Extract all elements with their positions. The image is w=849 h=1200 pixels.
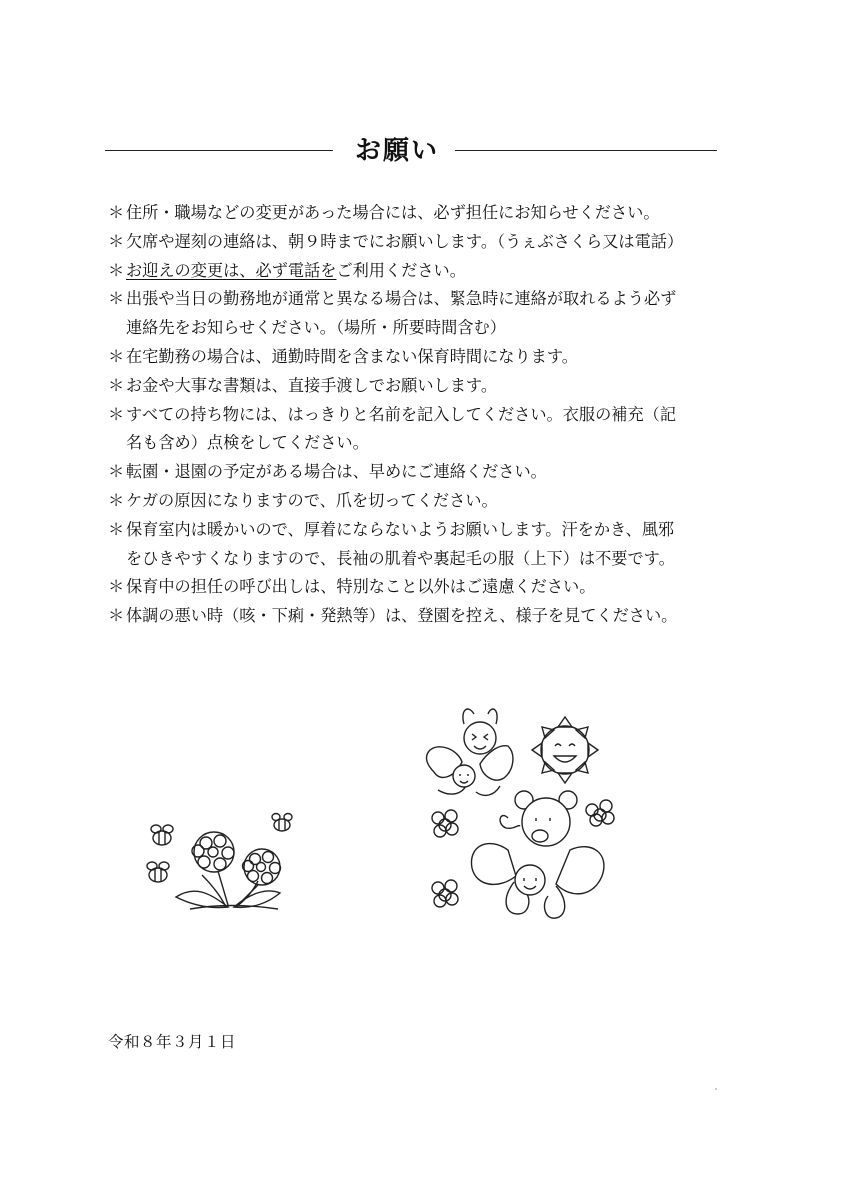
asterisk-icon: ＊ <box>108 375 125 395</box>
bear-icon <box>500 791 577 846</box>
animals-illustration <box>420 700 620 935</box>
bee-icon <box>147 862 169 882</box>
flower-icon <box>586 800 614 826</box>
sun-icon <box>532 717 598 783</box>
bee-icon <box>272 814 292 832</box>
asterisk-icon: ＊ <box>108 404 125 424</box>
item-text: 在宅勤務の場合は、通勤時間を含まない保育時間になります。 <box>126 346 578 366</box>
asterisk-icon: ＊ <box>108 203 125 222</box>
list-item <box>108 372 728 401</box>
item-text: 保育室内は暖かいので、厚着にならないようお願いします。汗をかき、風邪 <box>126 519 675 539</box>
flower-icon <box>432 810 458 837</box>
list-item <box>108 573 728 602</box>
scan-speck <box>715 1088 717 1090</box>
small-animal-icon <box>453 765 475 787</box>
bee-icon <box>151 825 173 845</box>
underlined-text: 必ず電話を <box>255 260 337 280</box>
list-item <box>108 343 728 372</box>
list-item <box>108 228 728 257</box>
asterisk-icon: ＊ <box>108 462 125 482</box>
asterisk-icon: ＊ <box>108 519 125 539</box>
asterisk-icon: ＊ <box>108 231 125 251</box>
item-text: 体調の悪い時（咳・下痢・発熱等）は、登園を控え、様子を見てください。 <box>126 606 678 626</box>
title-rule-right <box>455 150 717 151</box>
dandelion-flower-left-icon <box>192 832 234 872</box>
list-item <box>108 487 728 516</box>
item-continuation: をひきやすくなりますので、長袖の肌着や裏起毛の服（上下）は不要です。 <box>126 548 675 568</box>
item-continuation: 連絡先をお知らせください。（場所・所要時間含む） <box>126 318 506 338</box>
asterisk-icon: ＊ <box>108 577 125 597</box>
small-animal-icon <box>515 865 545 895</box>
dandelion-illustration <box>140 805 320 925</box>
item-text: 保育中の担任の呼び出しは、特別なこと以外はご遠慮ください。 <box>126 577 596 597</box>
item-text: 欠席や遅刻の連絡は、朝９時までにお願いします。（うぇぶさくら又は電話） <box>126 231 684 251</box>
asterisk-icon: ＊ <box>108 606 125 626</box>
item-text: 出張や当日の勤務地が通常と異なる場合は、緊急時に連絡が取れるよう必ず <box>126 289 677 309</box>
asterisk-icon: ＊ <box>108 346 125 366</box>
title-row <box>105 128 717 172</box>
item-text: ご利用ください。 <box>336 260 466 280</box>
dandelion-flower-right-icon <box>243 849 281 885</box>
list-item <box>108 602 728 631</box>
list-item <box>108 401 728 459</box>
issue-date: 令和８年３月１日 <box>108 1033 237 1051</box>
underlined-text: お迎えの変更は、 <box>126 260 256 280</box>
item-text: ケガの原因になりますので、爪を切ってください。 <box>126 490 498 510</box>
rabbit-icon <box>463 709 497 754</box>
item-text: 住所・職場などの変更があった場合には、必ず担任にお知らせください。 <box>126 203 660 222</box>
list-item <box>108 257 728 286</box>
page-title: お願い <box>354 136 439 166</box>
item-text: 転園・退園の予定がある場合は、早めにご連絡ください。 <box>126 462 547 482</box>
item-text: お金や大事な書類は、直接手渡しでお願いします。 <box>126 375 498 395</box>
item-continuation: 名も含め）点検をしてください。 <box>126 433 369 453</box>
list-item <box>108 199 728 228</box>
request-list <box>108 199 728 631</box>
flower-icon <box>432 880 458 907</box>
item-text: すべての持ち物には、はっきりと名前を記入してください。衣服の補充（記 <box>126 404 677 424</box>
list-item <box>108 285 728 343</box>
title-rule-left <box>105 150 333 151</box>
asterisk-icon: ＊ <box>108 289 125 309</box>
list-item <box>108 458 728 487</box>
asterisk-icon: ＊ <box>108 260 125 280</box>
list-item <box>108 516 728 574</box>
asterisk-icon: ＊ <box>108 490 125 510</box>
